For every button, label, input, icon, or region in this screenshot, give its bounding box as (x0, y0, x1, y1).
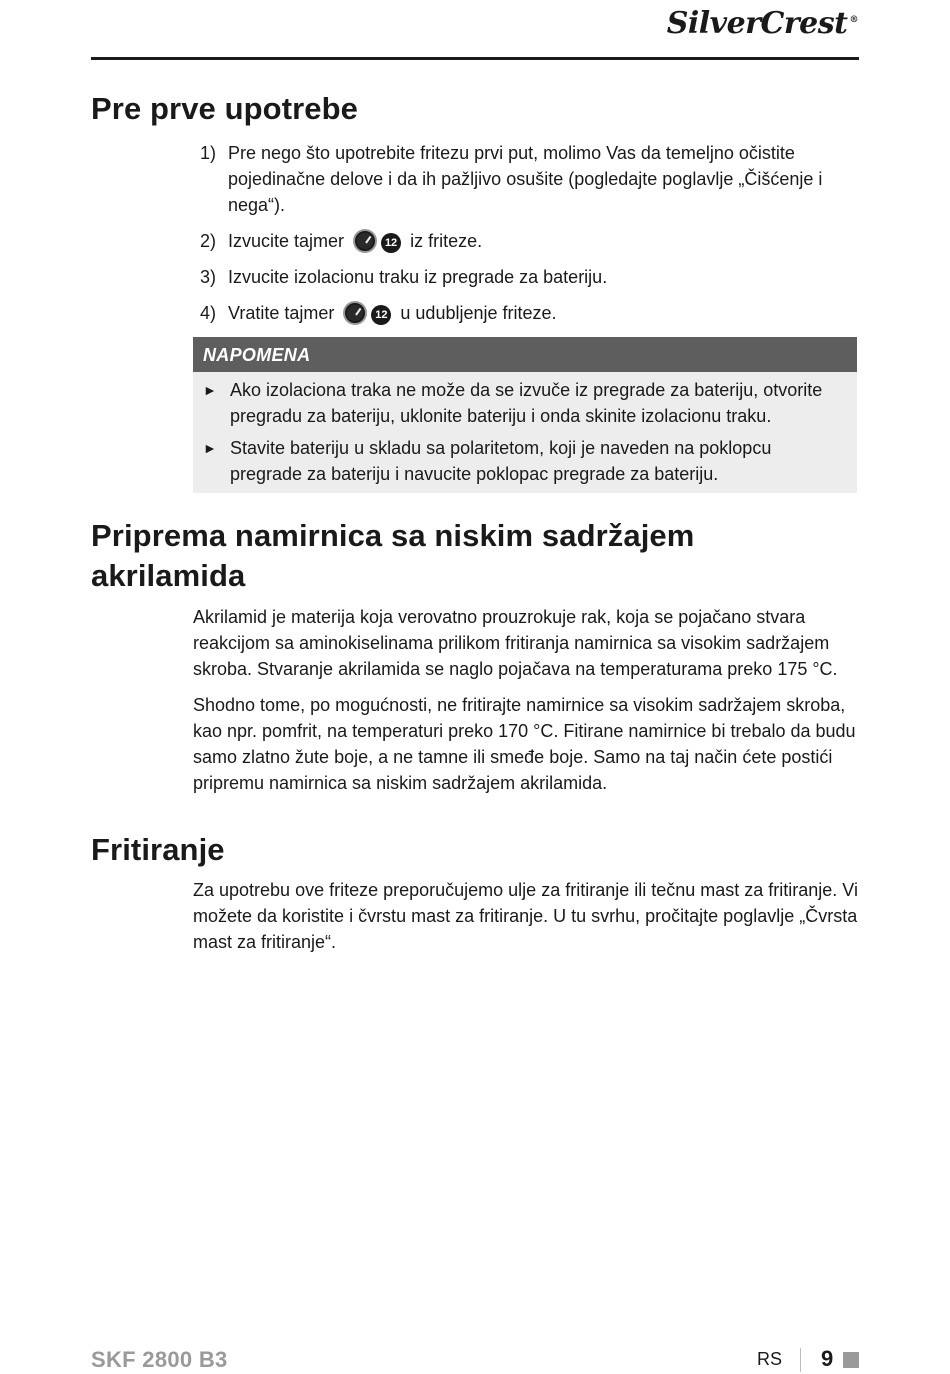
logo-text: SilverCrest (666, 6, 848, 41)
arrow-bullet-icon: ► (203, 382, 217, 398)
step-number: 2) (200, 231, 217, 251)
step-item (200, 228, 860, 254)
note-box (193, 337, 857, 493)
reference-number-badge: 12 (371, 305, 391, 325)
note-text: Stavite bateriju u skladu sa polaritetom, koji je naveden na poklopcu pregrade za bateriju i navucite poklopac pregrade za bateriju. (230, 438, 772, 484)
step-item (200, 264, 860, 290)
step-text: Pre nego što upotrebite fritezu prvi put, molimo Vas da temeljno očistite pojedinačne delove i da ih pažljivo osušite (pogledajte poglavlje „Čišćenje i nega“). (228, 143, 823, 215)
header-rule (91, 57, 859, 60)
reference-number-badge: 12 (381, 233, 401, 253)
step-item (200, 300, 860, 326)
arrow-bullet-icon: ► (203, 440, 217, 456)
timer-icon (353, 229, 377, 253)
body-paragraph: Za upotrebu ove friteze preporučujemo ulje za fritiranje ili tečnu mast za fritiranje. Vi možete da koristite i čvrstu mast za fritiranje. U tu svrhu, pročitajte poglavlje „Čvrsta mast za fritiranje“. (193, 880, 858, 952)
step-number: 1) (200, 143, 217, 163)
note-list (193, 372, 857, 487)
section-title-first-use: Pre prve upotrebe (91, 91, 359, 126)
section-title-acrylamide (91, 516, 694, 596)
page-number: 9 (821, 1346, 834, 1371)
body-paragraph: Akrilamid je materija koja verovatno prouzrokuje rak, koja se pojačano stvara reakcijom sa aminokiselinama prilikom fritiranja namirnica sa visokim sadržajem skroba. Stvaranje akrilamida se naglo pojačava na temperaturama preko 175 °C. (193, 607, 838, 679)
step-text-before: Izvucite tajmer (228, 231, 345, 251)
timer-icon (343, 301, 367, 325)
step-text-after: u udubljenje friteze. (400, 303, 557, 323)
footer-square-mark (843, 1352, 859, 1368)
note-header: NAPOMENA (193, 337, 857, 372)
steps-list (200, 140, 860, 336)
step-text: Izvucite izolacionu traku iz pregrade za bateriju. (228, 267, 608, 287)
note-text: Ako izolaciona traka ne može da se izvuče iz pregrade za bateriju, otvorite pregradu za bateriju, uklonite bateriju i onda skinite izolacionu traku. (230, 380, 823, 426)
title-line: Priprema namirnica sa niskim sadržajem (91, 518, 695, 553)
section-title-frying: Fritiranje (91, 832, 225, 867)
step-text-after: iz friteze. (410, 231, 483, 251)
body-paragraph: Shodno tome, po mogućnosti, ne fritirajte namirnice sa visokim sadržajem skroba, kao npr. pomfrit, na temperaturi preko 170 °C. Fitirane namirnice bi trebalo da budu samo zlatno žute boje, a ne tamne ili smeđe boje. Samo na taj način ćete postići pripremu namirnica sa niskim sadržajem akrilamida. (193, 695, 856, 793)
registered-mark: ® (849, 15, 858, 25)
note-item (203, 377, 845, 429)
step-number: 3) (200, 267, 217, 287)
note-item (203, 435, 845, 487)
footer-model: SKF 2800 B3 (91, 1347, 228, 1372)
step-text-before: Vratite tajmer (228, 303, 335, 323)
footer-separator (800, 1348, 801, 1372)
step-item (200, 140, 860, 218)
step-number: 4) (200, 303, 217, 323)
title-line: akrilamida (91, 558, 246, 593)
footer-language: RS (757, 1349, 783, 1369)
brand-logo (667, 6, 858, 50)
